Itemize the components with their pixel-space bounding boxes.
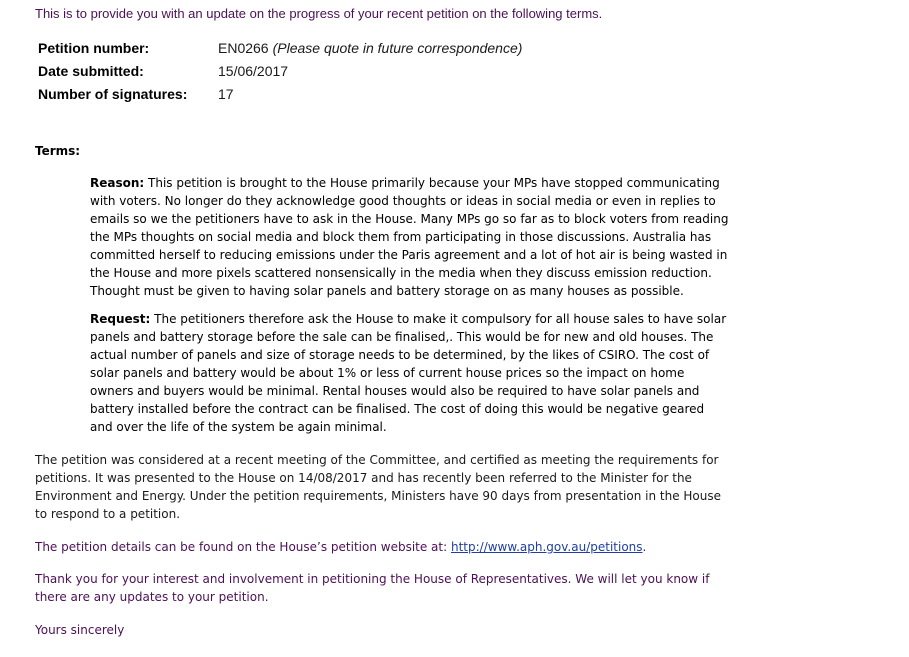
petition-number-value: EN0266 bbox=[218, 40, 269, 56]
reason-paragraph bbox=[90, 174, 730, 300]
petitions-website-link[interactable]: http://www.aph.gov.au/petitions bbox=[450, 540, 643, 554]
petition-number-value-group bbox=[218, 40, 522, 63]
petition-number-row bbox=[38, 40, 522, 63]
date-submitted-value: 15/06/2017 bbox=[218, 63, 289, 79]
signatures-value: 17 bbox=[218, 86, 234, 102]
request-label: Request: bbox=[90, 312, 151, 326]
petition-details bbox=[38, 40, 522, 109]
website-end: . bbox=[642, 540, 647, 554]
closing-text: Yours sincerely bbox=[35, 623, 125, 637]
date-submitted-label: Date submitted: bbox=[38, 63, 144, 79]
signatures-label: Number of signatures: bbox=[38, 86, 188, 102]
request-paragraph bbox=[90, 310, 730, 436]
intro-text: This is to provide you with an update on the progress of your recent petition on the following terms. bbox=[35, 6, 603, 21]
considered-paragraph: The petition was considered at a recent meeting of the Committee, and certified as meeting the requirements for petitions. It was presented to the House on 14/08/2017 and has recently been referred to the Minister for the Environment and Energy. Under the petition requirements, Ministers have 90 days from presentation in the House to respond to a petition. bbox=[35, 453, 721, 521]
request-text: The petitioners therefore ask the House to make it compulsory for all house sales to have solar panels and battery storage before the sale can be finalised,. This would be for new and old houses. The actual number of panels and size of storage needs to be determined, by the likes of CSIRO. The cost of solar panels and battery would be about 1% or less of current house prices so the impact on home owners and buyers would be minimal. Rental houses would also be required to have solar panels and battery installed before the contract can be finalised. The cost of doing this would be negative geared and over the life of the system be again minimal. bbox=[90, 312, 727, 434]
signatures-row bbox=[38, 86, 522, 109]
reason-label: Reason: bbox=[90, 176, 145, 190]
website-text: The petition details can be found on the House’s petition website at: bbox=[35, 540, 451, 554]
petition-number-label: Petition number: bbox=[38, 40, 150, 56]
thanks-paragraph: Thank you for your interest and involvement in petitioning the House of Representatives. We will let you know if there are any updates to your petition. bbox=[35, 572, 710, 604]
website-paragraph bbox=[35, 538, 725, 556]
date-submitted-row bbox=[38, 63, 522, 86]
petition-number-note: (Please quote in future correspondence) bbox=[272, 40, 523, 56]
terms-heading: Terms: bbox=[35, 144, 81, 158]
reason-text: This petition is brought to the House primarily because your MPs have stopped communicating with voters. No longer do they acknowledge good thoughts or ideas in social media or even in replies to emails so we the petitioners have to ask in the House. Many MPs go so far as to block voters from reading the MPs thoughts on social media and block them from participating in those discussions. Australia has committed herself to reducing emissions under the Paris agreement and a lot of hot air is being wasted in the House and more pixels scattered nonsensically in the media when they discuss emission reduction. Thought must be given to having solar panels and battery storage on as many houses as possible. bbox=[90, 176, 729, 298]
